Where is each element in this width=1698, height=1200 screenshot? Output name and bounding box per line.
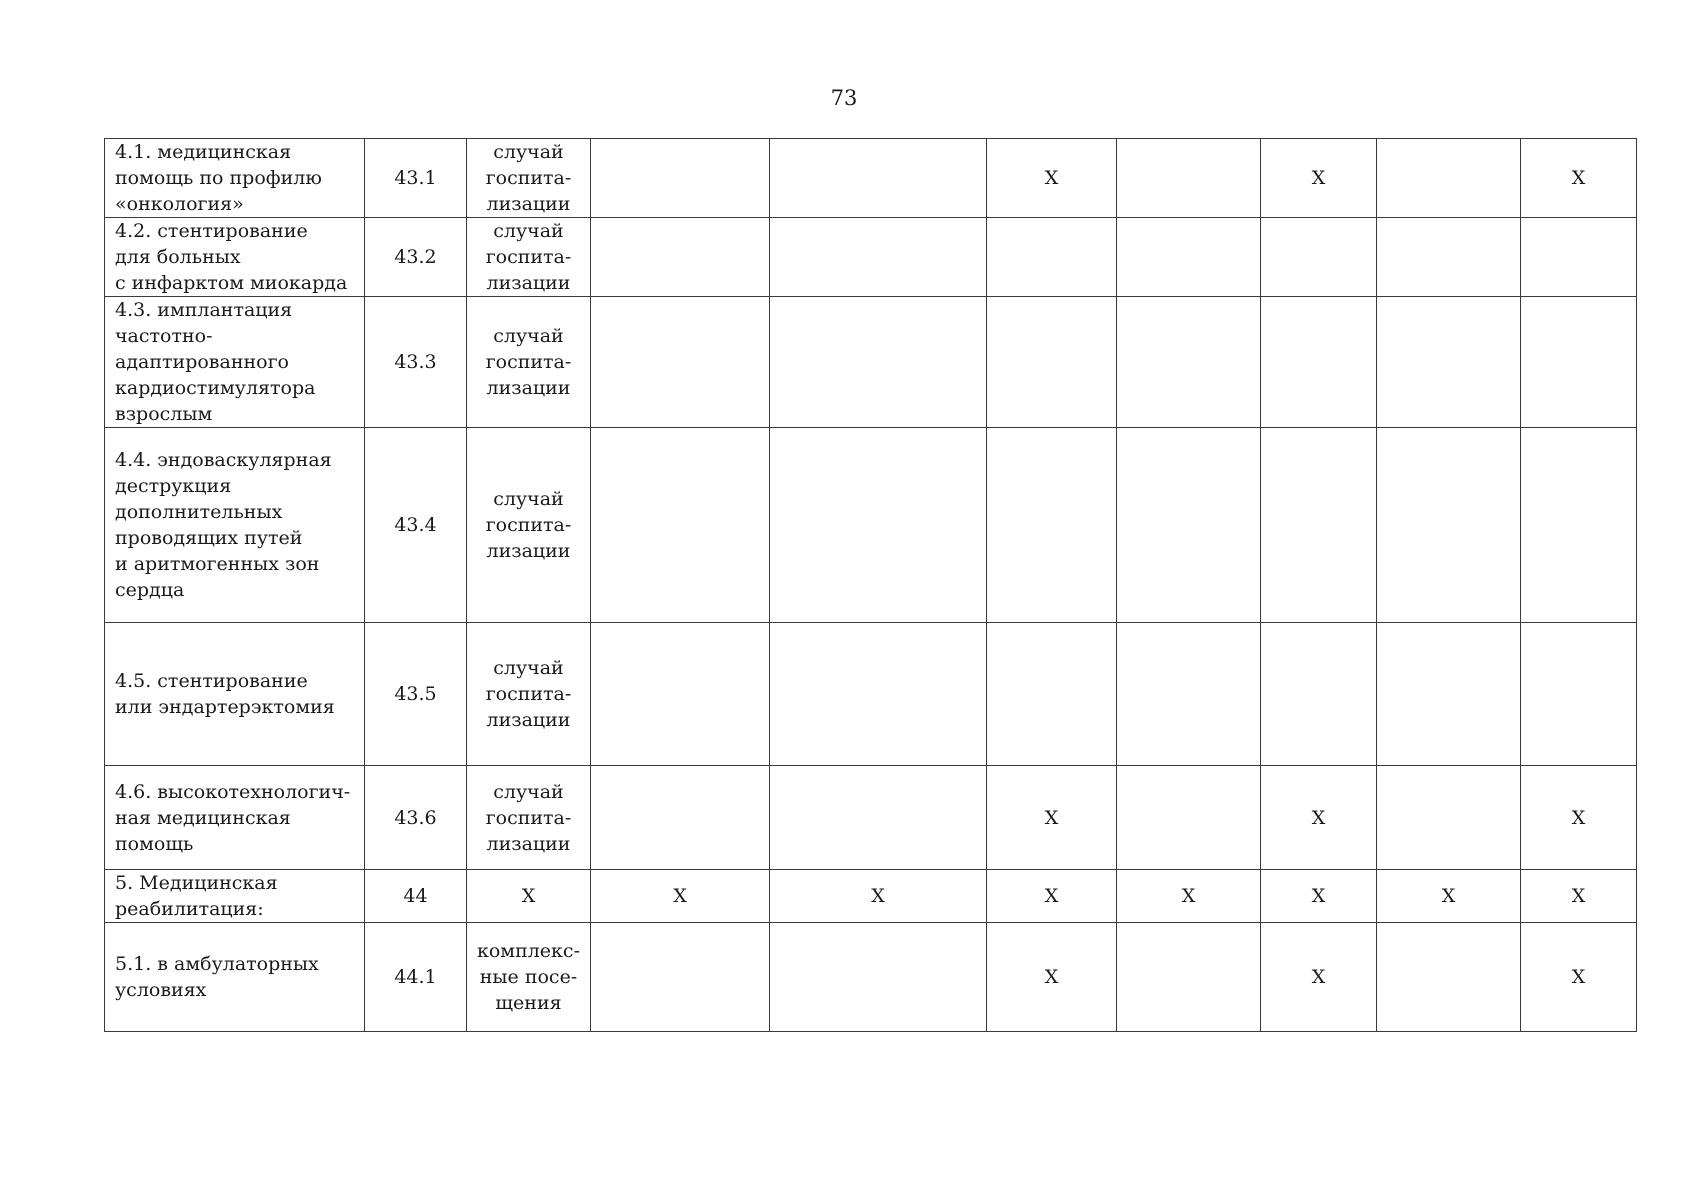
cell-value: X	[1571, 966, 1586, 988]
table-row	[105, 428, 1637, 623]
value-cell	[591, 766, 770, 870]
value-cell	[1521, 428, 1637, 623]
value-cell	[987, 218, 1117, 297]
value-cell	[987, 428, 1117, 623]
row-name: 4.3. имплантация частотно- адаптированного кардиостимулятора взрослым	[115, 299, 316, 425]
value-cell	[770, 766, 987, 870]
value-cell	[1521, 870, 1637, 923]
value-cell	[1377, 428, 1521, 623]
value-cell	[1261, 297, 1377, 428]
row-unit-cell	[467, 870, 591, 923]
value-cell	[1261, 923, 1377, 1032]
row-unit: случай госпита- лизации	[485, 220, 572, 294]
cell-value: X	[1441, 885, 1456, 907]
row-name-cell	[105, 870, 365, 923]
value-cell	[1117, 766, 1261, 870]
cell-value: X	[1311, 885, 1326, 907]
value-cell	[1261, 870, 1377, 923]
value-cell	[1117, 870, 1261, 923]
value-cell	[1117, 218, 1261, 297]
row-code: 44	[403, 885, 428, 907]
value-cell	[1521, 139, 1637, 218]
cell-value: X	[1181, 885, 1196, 907]
value-cell	[1521, 218, 1637, 297]
value-cell	[1377, 297, 1521, 428]
row-code-cell	[365, 623, 467, 766]
table-row	[105, 139, 1637, 218]
data-table	[104, 138, 1637, 1032]
value-cell	[987, 139, 1117, 218]
value-cell	[987, 297, 1117, 428]
row-unit: X	[521, 885, 536, 907]
table-row	[105, 870, 1637, 923]
cell-value: X	[1311, 806, 1326, 829]
value-cell	[1117, 923, 1261, 1032]
row-name: 4.1. медицинская помощь по профилю «онкология»	[115, 141, 322, 215]
row-name-cell	[105, 297, 365, 428]
row-name: 5.1. в амбулаторных условиях	[115, 953, 319, 1001]
row-code-cell	[365, 139, 467, 218]
value-cell	[1377, 766, 1521, 870]
value-cell	[770, 297, 987, 428]
value-cell	[1377, 218, 1521, 297]
row-unit: случай госпита- лизации	[485, 488, 572, 562]
row-unit-cell	[467, 428, 591, 623]
row-name: 4.5. стентирование или эндартерэктомия	[115, 670, 335, 718]
value-cell	[1521, 923, 1637, 1032]
table-row	[105, 218, 1637, 297]
row-unit-cell	[467, 218, 591, 297]
row-name: 4.2. стентирование для больных с инфарктом миокарда	[115, 220, 348, 294]
value-cell	[591, 623, 770, 766]
value-cell	[770, 428, 987, 623]
value-cell	[1117, 139, 1261, 218]
value-cell	[1261, 766, 1377, 870]
table-row	[105, 297, 1637, 428]
row-code: 43.3	[394, 351, 437, 373]
row-code-cell	[365, 428, 467, 623]
value-cell	[591, 923, 770, 1032]
value-cell	[1377, 923, 1521, 1032]
row-code: 43.2	[394, 246, 437, 268]
value-cell	[591, 870, 770, 923]
value-cell	[987, 923, 1117, 1032]
row-unit-cell	[467, 766, 591, 870]
row-code: 44.1	[394, 966, 437, 988]
cell-value: X	[1311, 966, 1326, 988]
value-cell	[1521, 297, 1637, 428]
row-name-cell	[105, 218, 365, 297]
cell-value: X	[1571, 167, 1586, 189]
value-cell	[1261, 428, 1377, 623]
row-code: 43.4	[394, 514, 437, 536]
value-cell	[770, 870, 987, 923]
table-row	[105, 923, 1637, 1032]
cell-value: X	[1571, 885, 1586, 907]
cell-value: X	[673, 885, 687, 907]
cell-value: X	[1044, 885, 1059, 907]
value-cell	[1117, 297, 1261, 428]
row-code-cell	[365, 923, 467, 1032]
value-cell	[1521, 766, 1637, 870]
row-name-cell	[105, 428, 365, 623]
row-code-cell	[365, 766, 467, 870]
value-cell	[1261, 218, 1377, 297]
value-cell	[1261, 623, 1377, 766]
row-unit: комплекс- ные посе- щения	[476, 940, 580, 1014]
row-code-cell	[365, 218, 467, 297]
value-cell	[987, 870, 1117, 923]
row-name-cell	[105, 766, 365, 870]
table-body	[105, 139, 1637, 1032]
row-unit: случай госпита- лизации	[485, 141, 572, 215]
row-name-cell	[105, 923, 365, 1032]
value-cell	[1521, 623, 1637, 766]
value-cell	[770, 923, 987, 1032]
row-unit: случай госпита- лизации	[485, 325, 572, 399]
row-name: 4.4. эндоваскулярная деструкция дополнительных проводящих путей и аритмогенных зон сердца	[115, 449, 332, 601]
value-cell	[591, 297, 770, 428]
value-cell	[1377, 623, 1521, 766]
cell-value: X	[1044, 806, 1059, 829]
row-code-cell	[365, 870, 467, 923]
value-cell	[770, 623, 987, 766]
cell-value: X	[1311, 167, 1326, 189]
value-cell	[1377, 139, 1521, 218]
row-name: 4.6. высокотехнологич- ная медицинская помощь	[115, 780, 351, 855]
value-cell	[591, 218, 770, 297]
row-code: 43.6	[394, 806, 437, 829]
row-unit: случай госпита- лизации	[485, 780, 572, 855]
cell-value: X	[1044, 167, 1059, 189]
value-cell	[591, 139, 770, 218]
table-row	[105, 623, 1637, 766]
cell-value: X	[1571, 806, 1586, 829]
row-unit-cell	[467, 623, 591, 766]
row-unit-cell	[467, 297, 591, 428]
row-code-cell	[365, 297, 467, 428]
row-code: 43.1	[394, 167, 437, 189]
value-cell	[1377, 870, 1521, 923]
row-name: 5. Медицинская реабилитация:	[115, 872, 278, 920]
row-unit: случай госпита- лизации	[485, 657, 572, 731]
value-cell	[1261, 139, 1377, 218]
row-unit-cell	[467, 923, 591, 1032]
row-code: 43.5	[394, 683, 437, 705]
row-name-cell	[105, 623, 365, 766]
table-row	[105, 766, 1637, 870]
value-cell	[591, 428, 770, 623]
value-cell	[987, 623, 1117, 766]
value-cell	[1117, 623, 1261, 766]
value-cell	[1117, 428, 1261, 623]
row-name-cell	[105, 139, 365, 218]
cell-value: X	[1044, 966, 1059, 988]
value-cell	[987, 766, 1117, 870]
value-cell	[770, 139, 987, 218]
row-unit-cell	[467, 139, 591, 218]
value-cell	[770, 218, 987, 297]
page-number: 73	[830, 86, 858, 110]
cell-value: X	[871, 885, 885, 907]
